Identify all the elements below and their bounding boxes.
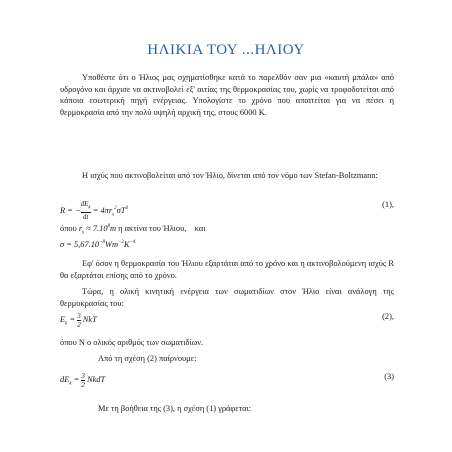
equation-1-body: R = − $dE_k$ dt = $4\pi r_s^2\sigma T^4$ bbox=[60, 200, 128, 222]
equation-2 bbox=[60, 312, 394, 329]
sun-radius-line: όπου $r_s \approx 7.10^8m$ η ακτίνα του Ήλιου, και bbox=[60, 224, 206, 236]
page-title: ΗΛΙΚΙΑ ΤΟΥ ...ΗΛΙΟΥ bbox=[147, 42, 305, 58]
kinetic-energy-paragraph: Τώρα, η ολική κινητική ενέργεια των σωματιδίων στον Ήλιο είναι ανάλογη της θερμοκρασίας του: bbox=[60, 287, 394, 308]
problem-paragraph: Υποθέστε ότι ο Ήλιος μας σχηματίσθηκε κατά το παρελθόν σαν μια «καυτή μπάλα» από υδρογόνο και άρχισε να ακτινοβολεί εξ' αιτίας της θερμοκρασίας του, χωρίς να τροφοδοτείται από κάποια εσωτερική πηγή ενέργειας. Υπολογίστε το χρόνο που απαιτείται για να πέσει η θερμοκρασία από την πολύ υψηλή αρχική της, στους 6000 K. bbox=[60, 73, 394, 117]
rewrite-equation-1-line: Με τη βοήθεια της (3), η σχέση (1) γράφεται: bbox=[98, 404, 252, 413]
equation-3 bbox=[60, 372, 394, 389]
from-equation-2-line: Από τη σχέση (2) παίρνουμε: bbox=[98, 354, 197, 363]
particle-count-line: όπου N ο ολικός αριθμός των σωματιδίων. bbox=[60, 338, 204, 347]
equation-1-number: (1), bbox=[382, 200, 394, 209]
equation-1 bbox=[60, 200, 394, 221]
stefan-boltzmann-intro: Η ισχύς που ακτινοβολείται από τον Ήλιο, δίνεται από τον νόμο των Stefan-Boltzmann: bbox=[82, 171, 378, 180]
time-dependence-paragraph: Εφ' όσον η θερμοκρασία του Ήλιου εξαρτάται από το χρόνο και η ακτινοβολούμενη ισχύς R θα εξαρτάται επίσης από το χρόνο. bbox=[60, 259, 394, 280]
equation-2-body: $E_k$ = $\frac{3}{2}$ NkT bbox=[60, 312, 97, 329]
equation-3-body: $dE_k$ = $\frac{3}{2}$ NkdT bbox=[60, 372, 106, 389]
sigma-constant-line: $\sigma = 5,67.10^{-8}Wm^{-2}K^{-4}$ bbox=[60, 240, 136, 249]
equation-3-number: (3) bbox=[384, 372, 394, 381]
equation-2-number: (2), bbox=[382, 312, 394, 321]
